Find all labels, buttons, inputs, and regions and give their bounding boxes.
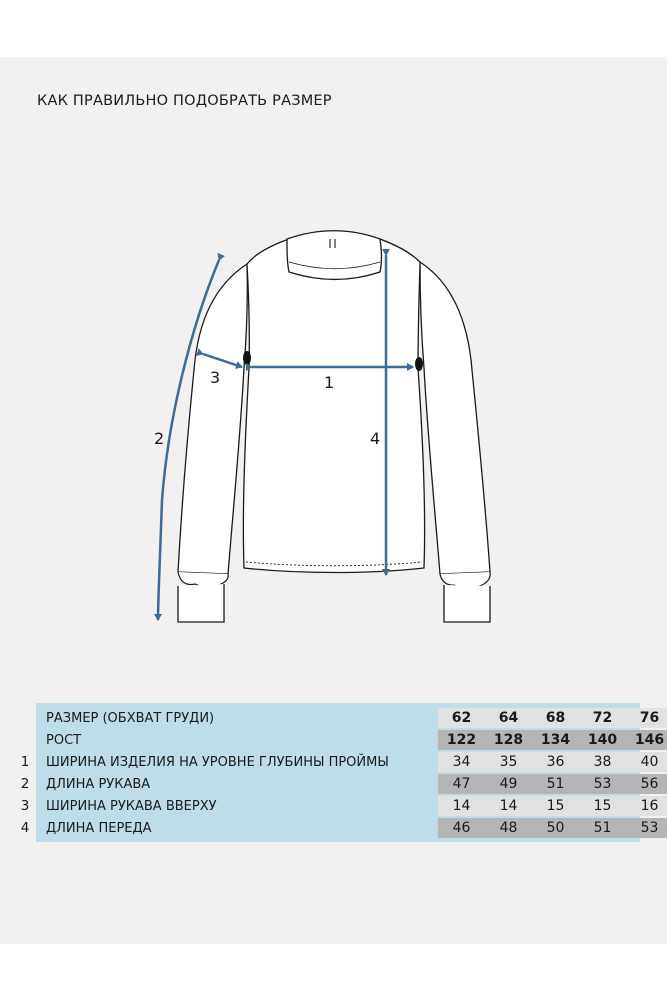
row-label: ДЛИНА ПЕРЕДА	[46, 821, 152, 836]
label-3: 3	[210, 368, 221, 387]
size-value: 48	[499, 820, 518, 836]
size-value: 146	[634, 732, 665, 748]
row-number: 4	[20, 820, 30, 836]
row-label: ШИРИНА ИЗДЕЛИЯ НА УРОВНЕ ГЛУБИНЫ ПРОЙМЫ	[46, 755, 389, 770]
size-value: 64	[498, 710, 519, 726]
size-value: 15	[546, 798, 565, 814]
size-value: 68	[545, 710, 566, 726]
size-value: 15	[593, 798, 612, 814]
row-number: 2	[20, 776, 30, 792]
page-title: КАК ПРАВИЛЬНО ПОДОБРАТЬ РАЗМЕР	[37, 93, 332, 109]
size-value: 53	[593, 776, 612, 792]
size-value: 56	[640, 776, 659, 792]
size-value: 122	[446, 732, 477, 748]
row-values	[438, 796, 667, 816]
left-armpit-mark	[243, 351, 251, 365]
right-sleeve	[420, 262, 490, 574]
right-armpit-mark	[415, 357, 423, 371]
size-value: 76	[639, 710, 660, 726]
size-value: 47	[452, 776, 471, 792]
table-row	[36, 708, 660, 729]
collar	[287, 231, 382, 280]
size-value: 36	[546, 754, 565, 770]
size-value: 134	[540, 732, 571, 748]
row-number: 1	[20, 754, 30, 770]
row-label: РАЗМЕР (ОБХВАТ ГРУДИ)	[46, 711, 215, 726]
size-value: 53	[640, 820, 659, 836]
garment-body	[243, 239, 424, 573]
row-label: ШИРИНА РУКАВА ВВЕРХУ	[46, 799, 217, 814]
table-row	[36, 774, 659, 795]
row-values	[438, 730, 667, 750]
right-cuff-band	[444, 585, 490, 622]
size-value: 14	[452, 798, 471, 814]
size-value: 14	[499, 798, 518, 814]
label-2: 2	[154, 429, 165, 448]
size-value: 38	[593, 754, 612, 770]
size-value: 62	[451, 710, 472, 726]
row-label: ДЛИНА РУКАВА	[46, 777, 151, 792]
size-value: 50	[546, 820, 565, 836]
row-values	[438, 818, 667, 838]
size-value: 140	[587, 732, 618, 748]
size-value: 128	[493, 732, 524, 748]
label-1: 1	[324, 373, 335, 392]
label-4: 4	[370, 429, 381, 448]
size-value: 34	[452, 754, 471, 770]
row-values	[438, 708, 667, 728]
size-value: 35	[499, 754, 518, 770]
table-row	[36, 730, 665, 751]
row-label: РОСТ	[46, 733, 82, 748]
size-value: 40	[640, 754, 659, 770]
size-value: 16	[640, 798, 659, 814]
size-value: 51	[546, 776, 565, 792]
size-value: 72	[592, 710, 613, 726]
left-cuff-band	[178, 584, 224, 622]
table-row	[36, 818, 659, 839]
row-values	[438, 752, 667, 772]
row-values	[438, 774, 667, 794]
left-sleeve	[178, 264, 247, 574]
row-number: 3	[20, 798, 30, 814]
size-value: 51	[593, 820, 612, 836]
table-row	[36, 796, 659, 817]
size-value: 49	[499, 776, 518, 792]
size-value: 46	[452, 820, 471, 836]
table-row	[36, 752, 659, 773]
size-table-box	[36, 703, 665, 842]
